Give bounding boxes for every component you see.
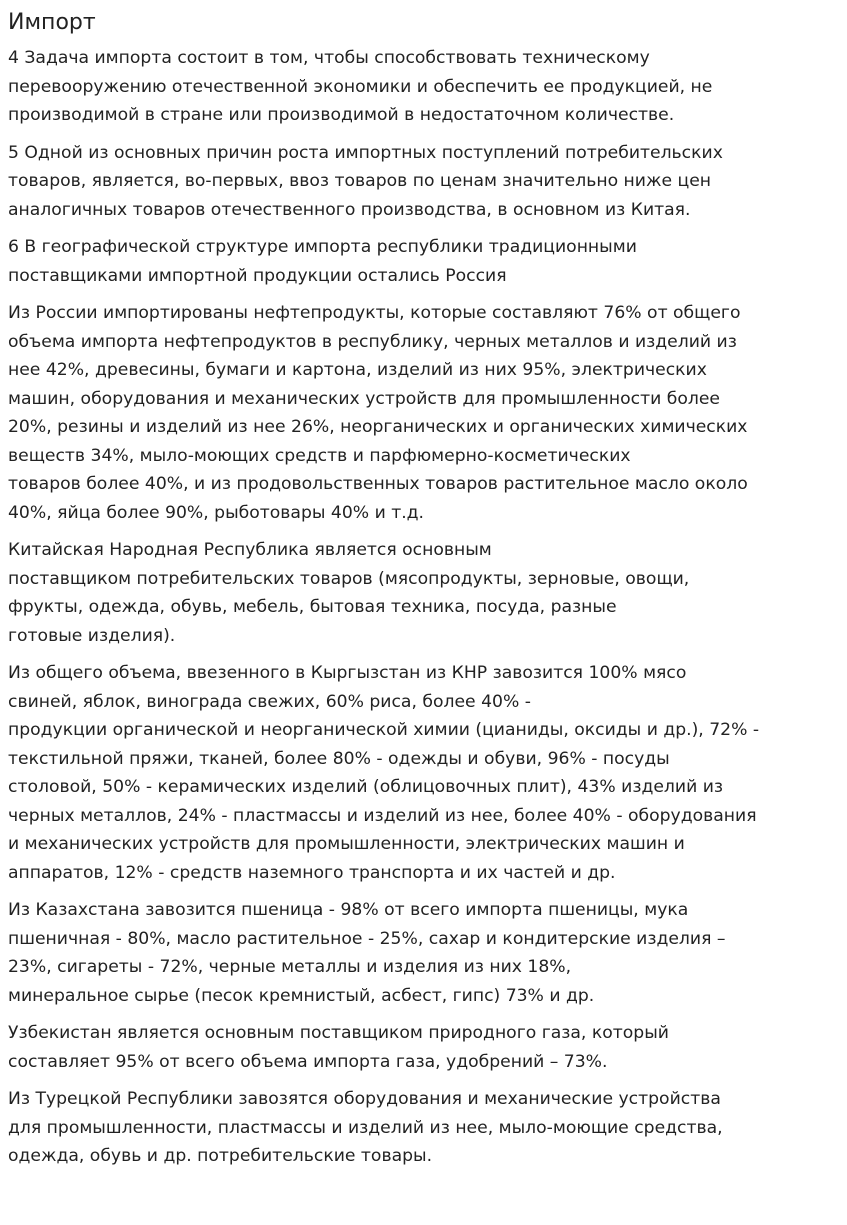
paragraph-import-goal: 4 Задача импорта состоит в том, чтобы способствовать техническому перевооружению отечественной экономики и обеспечить ее продукцией, не производимой в стране или производимой в недостаточном количестве. — [8, 48, 713, 125]
paragraph-turkey-imports: Из Турецкой Республики завозятся оборудования и механические устройства для промышленности, пластмассы и изделий из нее, мыло-моющие средства, одежда, обувь и др. потребительские товары. — [8, 1089, 723, 1166]
paragraph-uzbekistan-imports: Узбекистан является основным поставщиком природного газа, который составляет 95% от всего объема импорта газа, удобрений – 73%. — [8, 1023, 669, 1072]
paragraph-import-growth-reasons: 5 Одной из основных причин роста импортных поступлений потребительских товаров, является, во-первых, ввоз товаров по ценам значительно ниже цен аналогичных товаров отечественного производства, в основном из Китая. — [8, 142, 723, 220]
paragraph-geographic-structure: 6 В географической структуре импорта республики традиционными поставщиками импортной продукции остались Россия — [8, 237, 637, 286]
paragraph-russia-imports: Из России импортированы нефтепродукты, которые составляют 76% от общего объема импорта нефтепродуктов в республику, черных металлов и изделий из нее 42%, древесины, бумаги и картона, изделий из них 95%, электрических машин, оборудования и механических устройств для промышленности более 20%, резины и изделий из нее 26%, неорганических и органических химических веществ 34%, мыло-моющих средств и парфюмерно-косметических товаров более 40%, и из продовольственных товаров растительное масло около 40%, яйца более 90%, рыботовары 40% и т.д. — [8, 303, 748, 523]
page-title: Импорт — [8, 10, 96, 35]
paragraph-kazakhstan-imports: Из Казахстана завозится пшеница - 98% от всего импорта пшеницы, мука пшеничная - 80%, масло растительное - 25%, сахар и кондитерские изделия – 23%, сигареты - 72%, черные металлы и изделия из них 18%, минеральное сырье (песок кремнистый, асбест, гипс) 73% и др. — [8, 900, 726, 1006]
paragraph-china-imports: Из общего объема, ввезенного в Кыргызстан из КНР завозится 100% мясо свиней, яблок, винограда свежих, 60% риса, более 40% - продукции органической и неорганической химии (цианиды, оксиды и др.), 72% - текстильной пряжи, тканей, более 80% - одежды и обуви, 96% - посуды столовой, 50% - керамических изделий (облицовочных плит), 43% изделий из черных металлов, 24% - пластмассы и изделий из нее, более 40% - оборудования и механических устройств для промышленности, электрических машин и аппаратов, 12% - средств наземного транспорта и их частей и др. — [8, 663, 760, 883]
paragraph-china-supplier: Китайская Народная Республика является основным поставщиком потребительских товаров (мясопродукты, зерновые, овощи, фрукты, одежда, обувь, мебель, бытовая техника, посуда, разные готовые изделия). — [8, 540, 690, 646]
